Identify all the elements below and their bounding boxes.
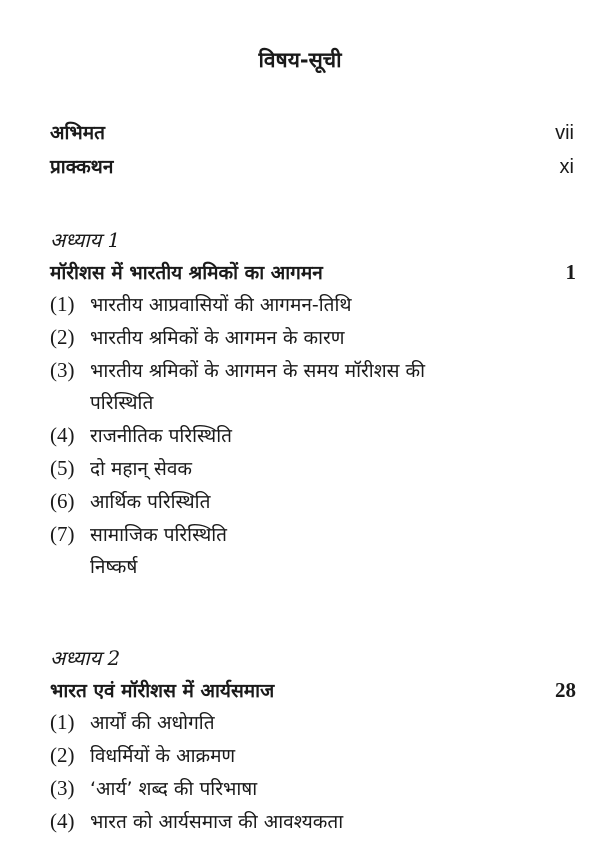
section-item[interactable] <box>50 321 570 354</box>
section-number: (4) <box>50 423 75 447</box>
section-text: आर्यों की अधोगति <box>90 712 215 734</box>
toc-entry-abhimat[interactable] <box>50 119 574 145</box>
entry-label: प्राक्कथन <box>50 156 114 178</box>
chapter-1-label: अध्याय 1 <box>50 228 121 252</box>
section-text: विधर्मियों के आक्रमण <box>90 745 236 767</box>
section-number: (3) <box>50 776 75 800</box>
chapter-1-entry[interactable] <box>50 259 576 285</box>
section-item[interactable] <box>50 452 570 485</box>
section-item[interactable] <box>50 485 570 518</box>
entry-label: अभिमत <box>50 122 105 144</box>
section-text: आर्थिक परिस्थिति <box>90 491 211 513</box>
chapter-2-entry[interactable] <box>50 677 576 703</box>
section-item[interactable] <box>50 354 570 387</box>
section-item[interactable] <box>50 419 570 452</box>
chapter-1-conclusion[interactable]: निष्कर्ष <box>90 556 138 578</box>
section-text: भारत को आर्यसमाज की आवश्यकता <box>90 811 344 833</box>
toc-title: विषय-सूची <box>258 48 342 72</box>
section-number: (7) <box>50 522 75 546</box>
chapter-page: 28 <box>555 678 576 702</box>
chapter-2-section-list <box>50 706 570 838</box>
section-text: दो महान् सेवक <box>90 458 193 480</box>
section-number: (2) <box>50 743 75 767</box>
section-text: भारतीय श्रमिकों के आगमन के कारण <box>90 327 345 349</box>
section-item[interactable] <box>50 288 570 321</box>
chapter-page: 1 <box>565 260 576 284</box>
section-number: (3) <box>50 358 75 382</box>
section-item[interactable] <box>50 805 570 838</box>
chapter-title: भारत एवं मॉरीशस में आर्यसमाज <box>50 680 275 702</box>
section-text: राजनीतिक परिस्थिति <box>90 425 232 447</box>
chapter-1-section-list <box>50 288 570 583</box>
entry-page: vii <box>555 122 574 144</box>
section-text: ‘आर्य’ शब्द की परिभाषा <box>90 778 258 800</box>
section-number: (5) <box>50 456 75 480</box>
section-number: (2) <box>50 325 75 349</box>
section-item[interactable] <box>50 706 570 739</box>
section-text: भारतीय श्रमिकों के आगमन के समय मॉरीशस की <box>90 360 426 382</box>
section-item[interactable] <box>50 772 570 805</box>
section-text: सामाजिक परिस्थिति <box>90 524 228 546</box>
chapter-title: मॉरीशस में भारतीय श्रमिकों का आगमन <box>50 262 323 284</box>
toc-entry-prakkathan[interactable] <box>50 153 574 179</box>
section-item[interactable] <box>50 518 570 551</box>
section-text: भारतीय आप्रवासियों की आगमन-तिथि <box>90 294 352 316</box>
section-item[interactable] <box>50 739 570 772</box>
section-number: (1) <box>50 292 75 316</box>
chapter-2-label: अध्याय 2 <box>50 646 121 670</box>
section-number: (6) <box>50 489 75 513</box>
entry-page: xi <box>559 156 574 178</box>
section-number: (1) <box>50 710 75 734</box>
section-number: (4) <box>50 809 75 833</box>
section-item-continuation: परिस्थिति <box>90 392 154 414</box>
